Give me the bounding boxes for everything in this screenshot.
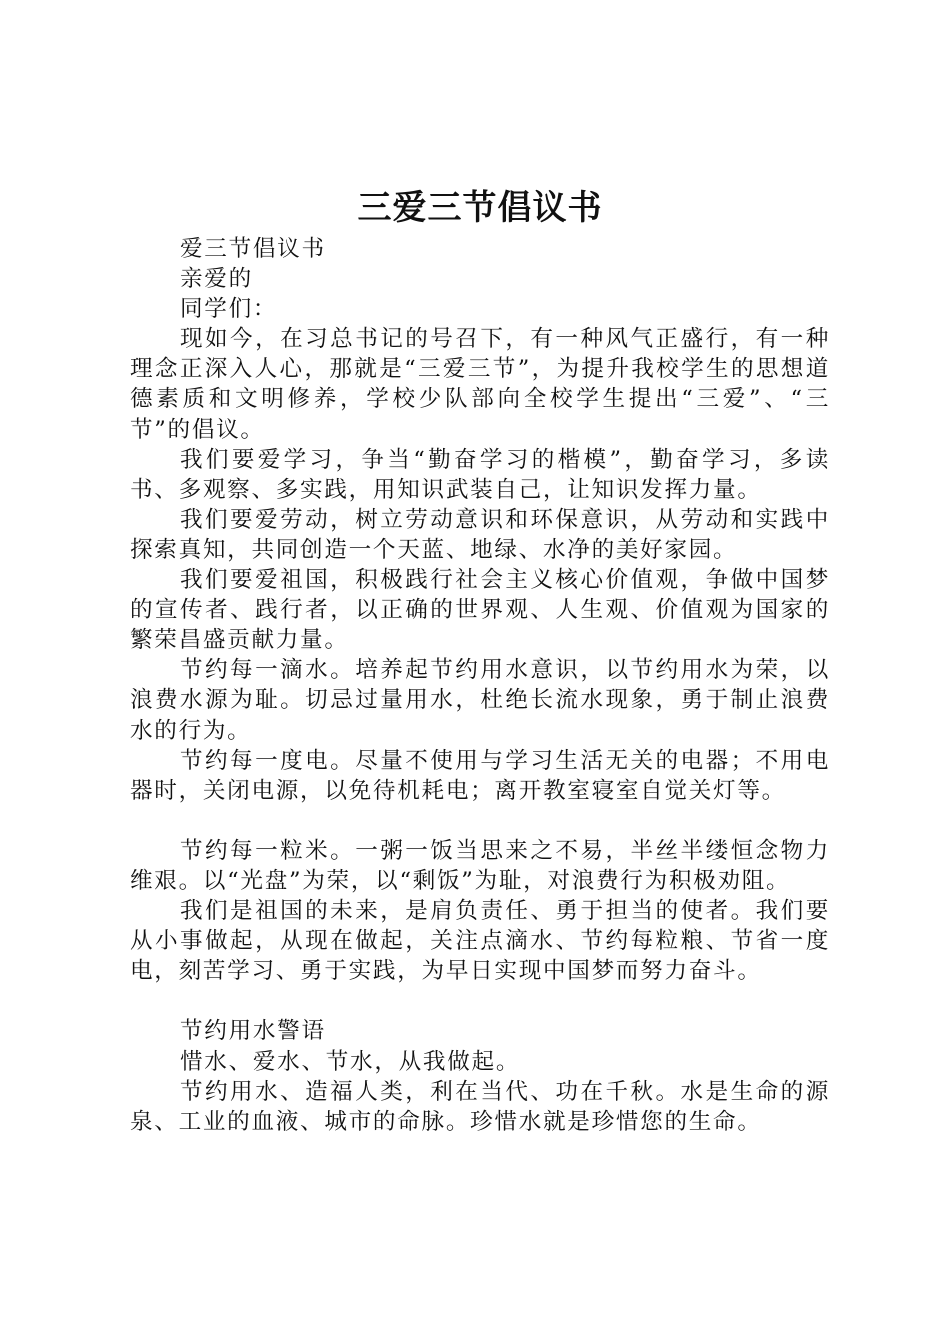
document-body [130, 234, 830, 1137]
paragraph-love-study: 我们要爱学习，争当“勤奋学习的楷模”，勤奋学习，多读书、多观察、多实践，用知识武装自己，让知识发挥力量。 [130, 446, 830, 503]
paragraph-gap [130, 986, 830, 1016]
paragraph-slogan-1: 惜水、爱水、节水，从我做起。 [180, 1048, 521, 1075]
document-title: 三爱三节倡议书 [357, 188, 603, 228]
paragraph-conclusion: 我们是祖国的未来，是肩负责任、勇于担当的使者。我们要从小事做起，从现在做起，关注点滴水、节约每粒粮、节省一度电，刻苦学习、勇于实践，为早日实现中国梦而努力奋斗。 [130, 898, 830, 985]
paragraph-slogan-heading: 节约用水警语 [180, 1018, 326, 1045]
paragraph-love-labor: 我们要爱劳动，树立劳动意识和环保意识，从劳动和实践中探索真知，共同创造一个天蓝、地绿、水净的美好家园。 [130, 506, 830, 563]
paragraph-save-electricity: 节约每一度电。尽量不使用与学习生活无关的电器；不用电器时，关闭电源，以免待机耗电；离开教室寝室自觉关灯等。 [130, 747, 830, 804]
paragraph-slogan-2: 节约用水、造福人类，利在当代、功在千秋。水是生命的源泉、工业的血液、城市的命脉。珍惜水就是珍惜您的生命。 [130, 1078, 830, 1135]
paragraph-save-rice: 节约每一粒米。一粥一饭当思来之不易，半丝半缕恒念物力维艰。以“光盘”为荣，以“剩饭”为耻，对浪费行为积极劝阻。 [130, 837, 830, 894]
paragraph-gap [130, 806, 830, 836]
paragraph-save-water: 节约每一滴水。培养起节约用水意识，以节约用水为荣，以浪费水源为耻。切忌过量用水，杜绝长流水现象，勇于制止浪费水的行为。 [130, 657, 830, 744]
paragraph-subtitle: 爱三节倡议书 [180, 236, 326, 262]
paragraph-intro: 现如今，在习总书记的号召下，有一种风气正盛行，有一种理念正深入人心，那就是“三爱三节”，为提升我校学生的思想道德素质和文明修养，学校少队部向全校学生提出“三爱”、“三节”的倡议。 [130, 326, 830, 443]
paragraph-salutation-2: 同学们： [180, 296, 278, 323]
paragraph-salutation-1: 亲爱的 [180, 266, 253, 293]
paragraph-love-country: 我们要爱祖国，积极践行社会主义核心价值观，争做中国梦的宣传者、践行者，以正确的世界观、人生观、价值观为国家的繁荣昌盛贡献力量。 [130, 567, 830, 654]
